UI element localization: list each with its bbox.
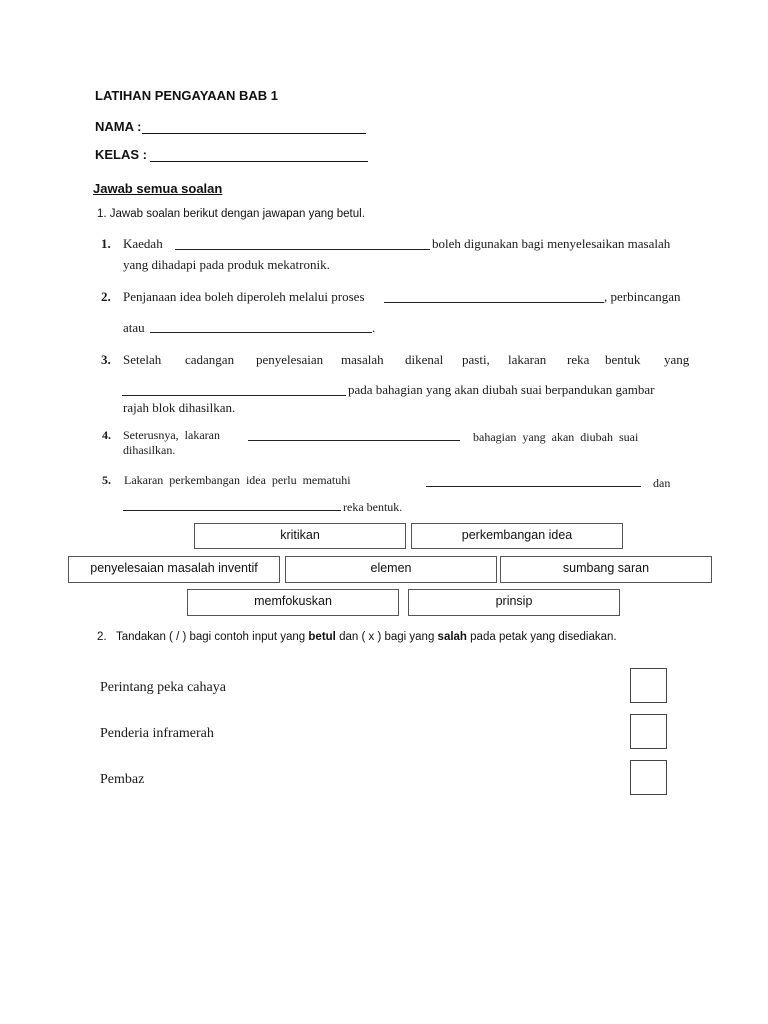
kelas-field-line[interactable] <box>150 161 368 162</box>
q2-prompt-part: pada petak yang disediakan. <box>466 631 617 643</box>
nama-label: NAMA : <box>95 119 142 134</box>
item-5-number: 5. <box>102 473 111 487</box>
word-bank-option[interactable]: sumbang saran <box>500 556 712 583</box>
item-1-text-line2: yang dihadapi pada produk mekatronik. <box>123 257 330 272</box>
item-4-text-line2: dihasilkan. <box>123 443 176 457</box>
item-3-word: masalah <box>341 352 384 367</box>
item-2-text-start: Penjanaan idea boleh diperoleh melalui proses <box>123 289 365 304</box>
item-5-blank-a[interactable] <box>426 486 641 487</box>
q2-item-label: Pembaz <box>100 772 145 787</box>
q2-prompt-part: 2. Tandakan ( / ) bagi contoh input yang <box>97 631 309 643</box>
item-3-word: Setelah <box>123 352 162 367</box>
item-3-word: pasti, <box>462 352 490 367</box>
item-3-text-line2: pada bahagian yang akan diubah suai berpandukan gambar <box>348 382 655 397</box>
instruction-heading: Jawab semua soalan <box>93 181 223 196</box>
item-3-word: dikenal <box>405 352 444 367</box>
q2-item-label: Perintang peka cahaya <box>100 680 226 695</box>
item-2-number: 2. <box>101 289 111 304</box>
item-4-number: 4. <box>102 428 111 442</box>
q2-keyword-salah: salah <box>437 631 467 643</box>
question-2-prompt <box>97 631 617 643</box>
item-5-text-start: Lakaran perkembangan idea perlu mematuhi <box>124 473 351 487</box>
item-1-number: 1. <box>101 236 111 251</box>
item-2-text-end: , perbincangan <box>604 289 681 304</box>
item-2-period: . <box>372 320 376 335</box>
word-bank-option[interactable]: prinsip <box>408 589 620 616</box>
q2-item-label: Penderia inframerah <box>100 726 214 741</box>
question-1-prompt: 1. Jawab soalan berikut dengan jawapan yang betul. <box>97 208 365 220</box>
q2-answer-checkbox[interactable] <box>630 714 667 749</box>
item-1-text-end: boleh digunakan bagi menyelesaikan masalah <box>432 236 671 251</box>
item-3-word: reka <box>567 352 590 367</box>
item-3-blank[interactable] <box>122 395 346 396</box>
word-bank-option[interactable]: memfokuskan <box>187 589 399 616</box>
nama-field-line[interactable] <box>142 133 366 134</box>
item-3-word: bentuk <box>605 352 641 367</box>
word-bank-option[interactable]: elemen <box>285 556 497 583</box>
q2-prompt-part: dan ( x ) bagi yang <box>335 631 438 643</box>
item-3-word: lakaran <box>508 352 547 367</box>
item-2-atau: atau <box>123 320 145 335</box>
item-4-text-start: Seterusnya, lakaran <box>123 428 220 442</box>
word-bank-option[interactable]: penyelesaian masalah inventif <box>68 556 280 583</box>
item-2-blank-atau[interactable] <box>150 332 372 333</box>
q2-answer-checkbox[interactable] <box>630 760 667 795</box>
item-4-blank[interactable] <box>248 440 460 441</box>
item-3-text-line3: rajah blok dihasilkan. <box>123 400 236 415</box>
item-5-blank-b[interactable] <box>123 510 341 511</box>
item-5-text-line2: reka bentuk. <box>343 500 403 514</box>
item-5-text-dan: dan <box>653 476 671 490</box>
word-bank-option[interactable]: perkembangan idea <box>411 523 623 549</box>
item-3-word: cadangan <box>185 352 235 367</box>
item-3-number: 3. <box>101 352 111 367</box>
item-2-blank-proses[interactable] <box>384 302 604 303</box>
q2-keyword-betul: betul <box>308 631 336 643</box>
q2-answer-checkbox[interactable] <box>630 668 667 703</box>
kelas-label: KELAS : <box>95 147 147 162</box>
item-4-text-end: bahagian yang akan diubah suai <box>473 430 639 444</box>
item-3-word: yang <box>664 352 690 367</box>
item-1-blank[interactable] <box>175 249 430 250</box>
item-3-word: penyelesaian <box>256 352 324 367</box>
worksheet-title: LATIHAN PENGAYAAN BAB 1 <box>95 88 278 103</box>
item-1-text-start: Kaedah <box>123 236 163 251</box>
word-bank-option[interactable]: kritikan <box>194 523 406 549</box>
